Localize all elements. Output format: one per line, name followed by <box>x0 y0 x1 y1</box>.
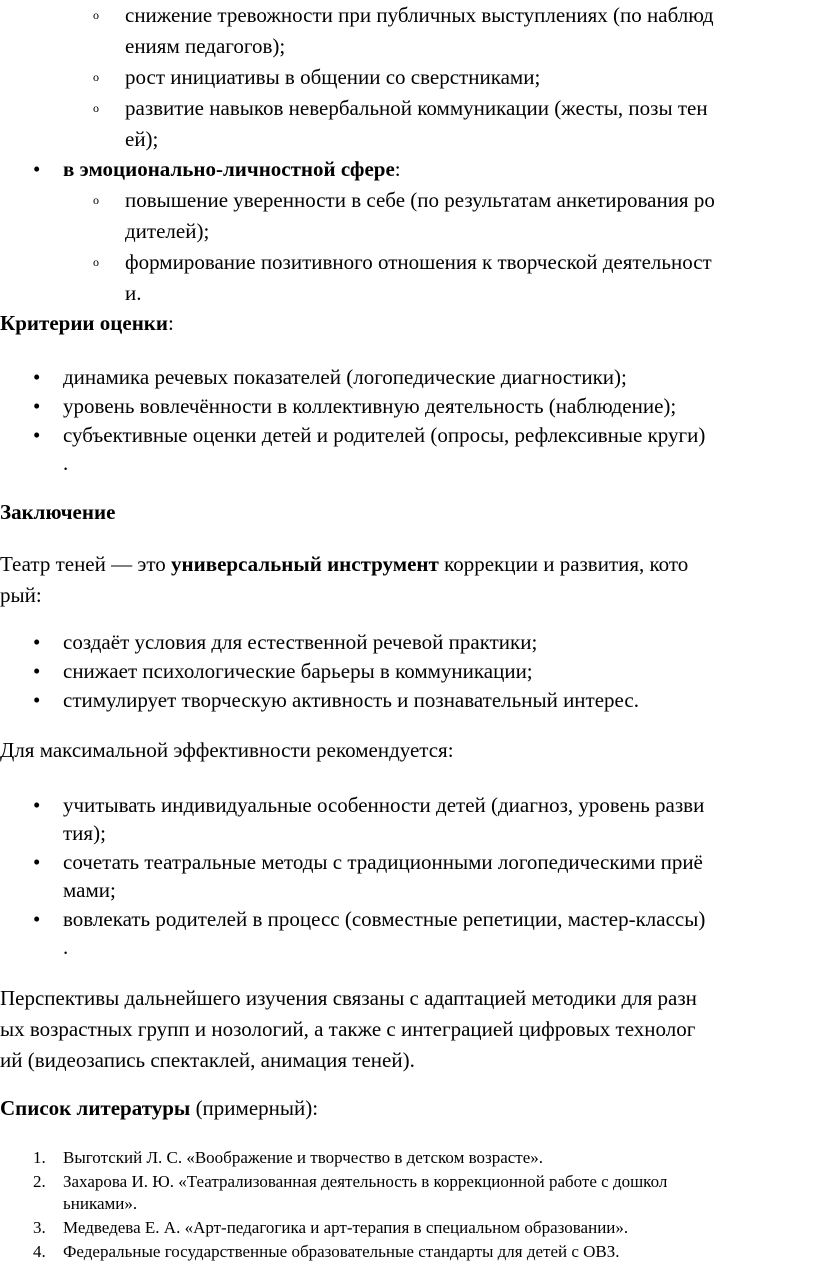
list-item-text: повышение уверенности в себе (по результатам анкетирования ро <box>125 188 715 212</box>
conclusion-intro: Театр теней — это универсальный инструмент коррекции и развития, кото <box>0 552 689 576</box>
bullet-marker: • <box>33 157 41 181</box>
conclusion-heading: Заключение <box>0 500 116 524</box>
recommend-intro: Для максимальной эффективности рекомендуется: <box>0 738 454 762</box>
literature-item: Медведева Е. А. «Арт-педагогика и арт-терапия в специальном образовании». <box>63 1218 629 1237</box>
bullet-marker: • <box>33 394 41 418</box>
criteria-heading: Критерии оценки: <box>0 311 174 335</box>
list-item-text: стимулирует творческую активность и познавательный интерес. <box>63 688 639 712</box>
emotional-heading: в эмоционально-личностной сфере: <box>63 157 401 181</box>
bullet-marker: • <box>33 907 41 931</box>
list-item-text: уровень вовлечённости в коллективную деятельность (наблюдение); <box>63 394 677 418</box>
bullet-marker: • <box>33 630 41 654</box>
list-item-text: развитие навыков невербальной коммуникации (жесты, позы тен <box>125 96 708 120</box>
conclusion-intro-cont: рый: <box>0 583 42 607</box>
list-item-text: снижает психологические барьеры в коммуникации; <box>63 659 533 683</box>
sub-bullet-marker: o <box>93 101 99 115</box>
list-item-text: ей); <box>125 127 159 151</box>
bullet-marker: • <box>33 850 41 874</box>
list-item-text: вовлекать родителей в процесс (совместные репетиции, мастер-классы) <box>63 907 706 931</box>
sub-bullet-marker: o <box>93 193 99 207</box>
list-number: 3. <box>33 1218 46 1237</box>
list-item-text: . <box>63 451 69 475</box>
list-item-text: тия); <box>63 821 106 845</box>
perspectives-line: ых возрастных групп и нозологий, а также с интеграцией цифровых технолог <box>0 1017 696 1041</box>
literature-item: ьниками». <box>63 1194 138 1213</box>
bullet-marker: • <box>33 423 41 447</box>
list-item-text: формирование позитивного отношения к творческой деятельност <box>125 250 712 274</box>
list-item-text: дителей); <box>125 219 210 243</box>
list-item-text: динамика речевых показателей (логопедические диагностики); <box>63 365 627 389</box>
bullet-marker: • <box>33 365 41 389</box>
literature-item: Федеральные государственные образовательные стандарты для детей с ОВЗ. <box>63 1242 620 1261</box>
list-number: 1. <box>33 1148 46 1167</box>
sub-bullet-marker: o <box>93 8 99 22</box>
literature-item: Выготский Л. С. «Воображение и творчество в детском возрасте». <box>63 1148 544 1167</box>
list-item-text: создаёт условия для естественной речевой практики; <box>63 630 538 654</box>
sub-bullet-marker: o <box>93 255 99 269</box>
list-number: 2. <box>33 1172 46 1191</box>
sub-bullet-marker: o <box>93 70 99 84</box>
literature-item: Захарова И. Ю. «Театрализованная деятельность в коррекционной работе с дошкол <box>63 1172 668 1191</box>
list-item-text: учитывать индивидуальные особенности детей (диагноз, уровень разви <box>63 793 705 817</box>
list-item-text: субъективные оценки детей и родителей (опросы, рефлексивные круги) <box>63 423 706 447</box>
literature-heading: Список литературы (примерный): <box>0 1096 319 1120</box>
list-item-text: . <box>63 935 69 959</box>
list-item-text: и. <box>125 281 142 305</box>
list-item-text: ениям педагогов); <box>125 34 286 58</box>
list-item-text: мами; <box>63 878 116 902</box>
list-number: 4. <box>33 1242 46 1261</box>
list-item-text: рост инициативы в общении со сверстниками; <box>125 65 541 89</box>
list-item-text: снижение тревожности при публичных выступлениях (по наблюд <box>125 3 714 27</box>
bullet-marker: • <box>33 793 41 817</box>
perspectives-line: Перспективы дальнейшего изучения связаны с адаптацией методики для разн <box>0 986 697 1010</box>
bullet-marker: • <box>33 659 41 683</box>
bullet-marker: • <box>33 688 41 712</box>
list-item-text: сочетать театральные методы с традиционными логопедическими приё <box>63 850 703 874</box>
perspectives-line: ий (видеозапись спектаклей, анимация теней). <box>0 1048 415 1072</box>
